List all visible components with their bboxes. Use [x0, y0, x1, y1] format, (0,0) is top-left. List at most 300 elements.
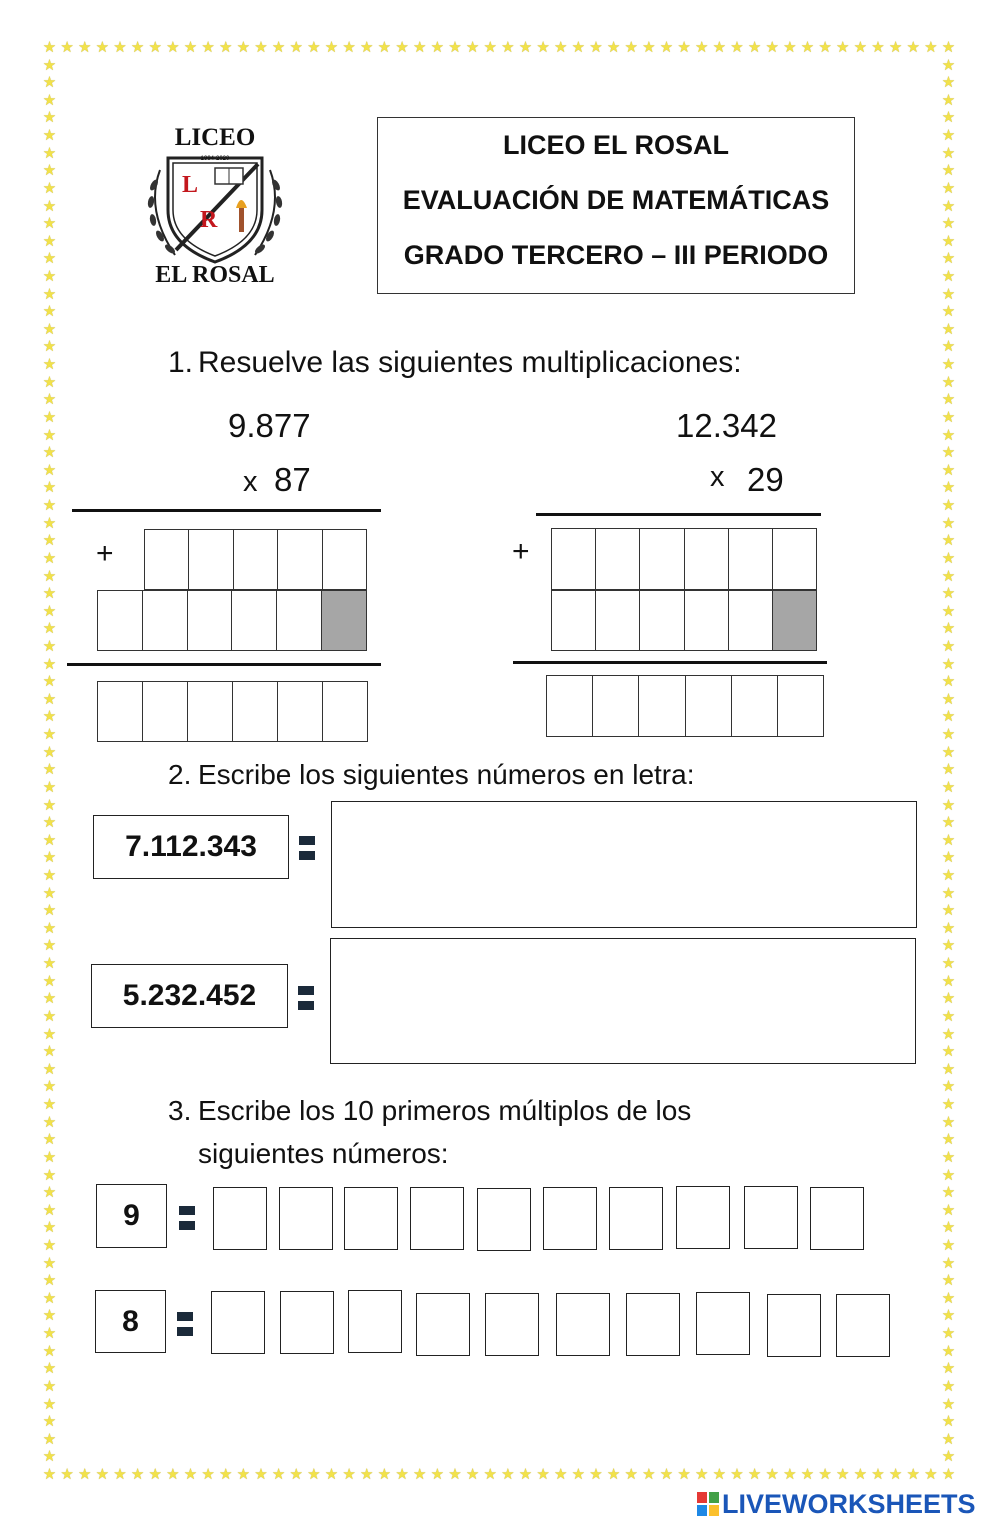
- star-icon: ★: [42, 1272, 57, 1290]
- star-icon: ★: [42, 990, 57, 1008]
- star-icon: ★: [42, 1184, 57, 1202]
- star-icon: ★: [307, 1466, 321, 1483]
- star-icon: ★: [42, 144, 57, 162]
- star-icon: ★: [324, 1466, 339, 1483]
- star-icon: ★: [42, 1007, 57, 1025]
- star-icon: ★: [183, 39, 198, 56]
- digit-cell[interactable]: [97, 590, 143, 651]
- star-icon: ★: [42, 197, 57, 215]
- star-icon: ★: [941, 1448, 956, 1466]
- star-icon: ★: [271, 39, 286, 56]
- star-icon: ★: [941, 1184, 956, 1202]
- star-icon: ★: [765, 1466, 779, 1483]
- star-icon: ★: [448, 39, 462, 56]
- liveworksheets-logo[interactable]: [697, 1488, 976, 1520]
- star-icon: ★: [501, 39, 515, 56]
- star-icon: ★: [906, 39, 920, 56]
- equals-icon: [177, 1312, 193, 1336]
- star-icon: ★: [941, 1166, 956, 1184]
- problem-a-rule-top: [72, 509, 381, 512]
- star-icon: ★: [342, 1466, 356, 1483]
- star-icon: ★: [941, 902, 956, 920]
- q2-text: Escribe los siguientes números en letra:: [198, 759, 695, 790]
- star-icon: ★: [42, 1148, 57, 1166]
- liveworksheets-brand-text: LIVEWORKSHEETS: [722, 1488, 976, 1519]
- digit-cell[interactable]: [639, 528, 684, 590]
- star-icon: ★: [571, 1466, 586, 1483]
- multiple-answer-box[interactable]: [485, 1293, 539, 1356]
- star-icon: ★: [95, 1466, 110, 1483]
- star-icon: ★: [941, 1201, 956, 1219]
- star-icon: ★: [941, 1272, 956, 1290]
- star-icon: ★: [836, 1466, 850, 1483]
- star-icon: ★: [42, 637, 57, 655]
- star-icon: ★: [465, 39, 480, 56]
- multiple-answer-box[interactable]: [836, 1294, 890, 1357]
- digit-cell[interactable]: [277, 681, 323, 742]
- star-icon: ★: [941, 831, 956, 849]
- star-icon: ★: [166, 39, 180, 56]
- star-icon: ★: [430, 39, 445, 56]
- header-grade: GRADO TERCERO – III PERIODO: [403, 240, 829, 270]
- star-icon: ★: [941, 532, 956, 550]
- digit-cell[interactable]: [187, 590, 233, 651]
- star-icon: ★: [941, 162, 956, 180]
- star-icon: ★: [941, 444, 956, 462]
- star-icon: ★: [324, 39, 339, 56]
- star-icon: ★: [42, 1043, 57, 1061]
- star-icon: ★: [818, 39, 832, 56]
- problem-a-multiplier: 87: [274, 461, 311, 498]
- star-icon: ★: [42, 303, 57, 321]
- star-icon: ★: [42, 1413, 57, 1431]
- star-icon: ★: [42, 109, 57, 127]
- star-icon: ★: [42, 91, 57, 109]
- star-icon: ★: [448, 1466, 462, 1483]
- star-icon: ★: [42, 1377, 57, 1395]
- star-icon: ★: [941, 814, 956, 832]
- star-icon: ★: [941, 937, 956, 955]
- digit-cell[interactable]: [731, 675, 778, 737]
- star-icon: ★: [307, 39, 321, 56]
- digit-cell[interactable]: [546, 675, 593, 737]
- star-icon: ★: [642, 39, 656, 56]
- star-icon: ★: [624, 1466, 638, 1483]
- star-icon: ★: [589, 1466, 603, 1483]
- star-icon: ★: [60, 39, 74, 56]
- star-icon: ★: [42, 726, 57, 744]
- digit-cell[interactable]: [777, 675, 824, 737]
- star-icon: ★: [42, 1254, 57, 1272]
- q1-number: 1.: [168, 346, 194, 379]
- star-icon: ★: [941, 1043, 956, 1061]
- star-icon: ★: [465, 1466, 480, 1483]
- header-subject: EVALUACIÓN DE MATEMÁTICAS: [402, 185, 830, 215]
- star-icon: ★: [941, 39, 956, 56]
- star-icon: ★: [430, 1466, 445, 1483]
- logo-letter-l: L: [182, 172, 199, 198]
- star-icon: ★: [42, 56, 57, 74]
- digit-cell[interactable]: [684, 590, 729, 651]
- problem-b-rule-top: [536, 513, 821, 516]
- star-icon: ★: [747, 1466, 762, 1483]
- digit-cell[interactable]: [595, 528, 640, 590]
- digit-cell[interactable]: [322, 681, 368, 742]
- star-icon: ★: [941, 179, 956, 197]
- equals-icon: [298, 986, 314, 1010]
- q3-number-box-2: 8: [95, 1290, 166, 1353]
- star-icon: ★: [941, 514, 956, 532]
- star-icon: ★: [941, 91, 956, 109]
- star-icon: ★: [941, 303, 956, 321]
- star-icon: ★: [924, 39, 938, 56]
- star-icon: ★: [42, 1289, 57, 1307]
- star-icon: ★: [941, 408, 956, 426]
- q3-number: 3.: [168, 1095, 192, 1126]
- star-icon: ★: [941, 1078, 956, 1096]
- star-icon: ★: [271, 1466, 286, 1483]
- star-icon: ★: [42, 690, 57, 708]
- star-icon: ★: [42, 1430, 57, 1448]
- digit-cell[interactable]: [144, 529, 189, 590]
- star-icon: ★: [60, 1466, 74, 1483]
- star-icon: ★: [659, 39, 674, 56]
- problem-a-plus: +: [96, 537, 114, 570]
- multiple-answer-box[interactable]: [744, 1186, 798, 1249]
- star-icon: ★: [42, 444, 57, 462]
- logo-letter-r: R: [200, 207, 218, 233]
- multiple-answer-box[interactable]: [280, 1291, 334, 1354]
- q2-answer-field-1[interactable]: [331, 801, 917, 928]
- star-icon: ★: [130, 39, 145, 56]
- star-icon: ★: [941, 919, 956, 937]
- star-icon: ★: [941, 849, 956, 867]
- star-icon: ★: [518, 1466, 533, 1483]
- logo-bottom-text: EL ROSAL: [155, 262, 275, 288]
- star-icon: ★: [113, 1466, 127, 1483]
- digit-cell[interactable]: [232, 681, 278, 742]
- star-icon: ★: [941, 1131, 956, 1149]
- star-icon: ★: [42, 426, 57, 444]
- star-icon: ★: [941, 567, 956, 585]
- star-icon: ★: [941, 109, 956, 127]
- star-icon: ★: [571, 39, 586, 56]
- star-icon: ★: [42, 497, 57, 515]
- star-icon: ★: [941, 990, 956, 1008]
- star-icon: ★: [941, 391, 956, 409]
- star-icon: ★: [148, 1466, 162, 1483]
- star-icon: ★: [624, 39, 638, 56]
- star-icon: ★: [941, 743, 956, 761]
- star-icon: ★: [395, 39, 409, 56]
- digit-cell[interactable]: [142, 590, 188, 651]
- star-icon: ★: [677, 39, 691, 56]
- star-icon: ★: [166, 1466, 180, 1483]
- multiple-answer-box[interactable]: [348, 1290, 402, 1353]
- star-icon: ★: [941, 56, 956, 74]
- star-icon: ★: [236, 39, 251, 56]
- star-icon: ★: [42, 778, 57, 796]
- star-icon: ★: [518, 39, 533, 56]
- multiple-answer-box[interactable]: [810, 1187, 864, 1250]
- star-icon: ★: [941, 1360, 956, 1378]
- star-icon: ★: [42, 127, 57, 145]
- star-icon: ★: [42, 320, 57, 338]
- star-icon: ★: [377, 1466, 392, 1483]
- digit-cell: [321, 590, 367, 651]
- digit-cell[interactable]: [188, 529, 233, 590]
- digit-cell[interactable]: [322, 529, 367, 590]
- star-icon: ★: [42, 831, 57, 849]
- star-icon: ★: [941, 1025, 956, 1043]
- star-icon: ★: [888, 1466, 903, 1483]
- star-icon: ★: [941, 778, 956, 796]
- star-icon: ★: [941, 356, 956, 374]
- star-icon: ★: [42, 602, 57, 620]
- digit-cell[interactable]: [233, 529, 278, 590]
- digit-cell[interactable]: [187, 681, 233, 742]
- digit-cell[interactable]: [685, 675, 732, 737]
- star-icon: ★: [42, 1360, 57, 1378]
- star-icon: ★: [712, 1466, 727, 1483]
- star-icon: ★: [42, 1342, 57, 1360]
- star-icon: ★: [42, 620, 57, 638]
- digit-cell[interactable]: [551, 590, 596, 651]
- star-icon: ★: [941, 250, 956, 268]
- star-icon: ★: [219, 39, 233, 56]
- star-icon: ★: [42, 215, 57, 233]
- logo-top-text: LICEO: [174, 124, 256, 151]
- star-icon: ★: [941, 1219, 956, 1237]
- star-icon: ★: [730, 1466, 744, 1483]
- star-icon: ★: [836, 39, 850, 56]
- star-icon: ★: [78, 39, 92, 56]
- q2-number: 2.: [168, 759, 192, 790]
- star-icon: ★: [941, 461, 956, 479]
- star-icon: ★: [941, 1342, 956, 1360]
- star-icon: ★: [941, 1430, 956, 1448]
- star-icon: ★: [941, 1395, 956, 1413]
- star-icon: ★: [42, 338, 57, 356]
- star-icon: ★: [941, 1325, 956, 1343]
- star-icon: ★: [589, 39, 603, 56]
- digit-cell[interactable]: [639, 590, 684, 651]
- star-icon: ★: [42, 373, 57, 391]
- star-icon: ★: [483, 39, 497, 56]
- header-box: [377, 117, 855, 294]
- star-icon: ★: [730, 39, 744, 56]
- star-icon: ★: [941, 708, 956, 726]
- star-icon: ★: [219, 1466, 233, 1483]
- star-icon: ★: [42, 937, 57, 955]
- star-icon: ★: [941, 1307, 956, 1325]
- star-icon: ★: [606, 39, 621, 56]
- multiple-answer-box[interactable]: [211, 1291, 265, 1354]
- multiple-answer-box[interactable]: [696, 1292, 750, 1355]
- star-icon: ★: [42, 1201, 57, 1219]
- star-icon: ★: [536, 1466, 550, 1483]
- star-icon: ★: [42, 761, 57, 779]
- star-icon: ★: [95, 39, 110, 56]
- star-icon: ★: [254, 1466, 268, 1483]
- star-icon: ★: [941, 215, 956, 233]
- star-icon: ★: [553, 1466, 568, 1483]
- star-icon: ★: [941, 373, 956, 391]
- multiple-answer-box[interactable]: [676, 1186, 730, 1249]
- star-icon: ★: [42, 461, 57, 479]
- star-icon: ★: [853, 1466, 868, 1483]
- star-icon: ★: [42, 74, 57, 92]
- digit-cell[interactable]: [595, 590, 640, 651]
- star-icon: ★: [42, 919, 57, 937]
- multiple-answer-box[interactable]: [609, 1187, 663, 1250]
- star-icon: ★: [941, 479, 956, 497]
- star-icon: ★: [941, 1096, 956, 1114]
- star-icon: ★: [941, 1007, 956, 1025]
- star-icon: ★: [342, 39, 356, 56]
- star-icon: ★: [412, 39, 427, 56]
- star-icon: ★: [606, 1466, 621, 1483]
- star-icon: ★: [941, 602, 956, 620]
- star-icon: ★: [677, 1466, 691, 1483]
- star-icon: ★: [941, 144, 956, 162]
- star-icon: ★: [941, 655, 956, 673]
- star-icon: ★: [42, 849, 57, 867]
- star-icon: ★: [42, 1113, 57, 1131]
- star-icon: ★: [360, 39, 374, 56]
- star-icon: ★: [941, 197, 956, 215]
- q3-text-line-2: siguientes números:: [198, 1138, 449, 1169]
- star-icon: ★: [42, 391, 57, 409]
- star-icon: ★: [941, 338, 956, 356]
- digit-cell[interactable]: [772, 528, 817, 590]
- star-icon: ★: [42, 814, 57, 832]
- digit-cell[interactable]: [638, 675, 685, 737]
- star-icon: ★: [941, 549, 956, 567]
- multiple-answer-box[interactable]: [410, 1187, 464, 1250]
- star-icon: ★: [747, 39, 762, 56]
- star-icon: ★: [941, 761, 956, 779]
- star-icon: ★: [130, 1466, 145, 1483]
- star-icon: ★: [712, 39, 727, 56]
- multiple-answer-box[interactable]: [556, 1293, 610, 1356]
- star-icon: ★: [941, 285, 956, 303]
- digit-cell[interactable]: [97, 681, 143, 742]
- star-icon: ★: [783, 39, 797, 56]
- star-icon: ★: [42, 1166, 57, 1184]
- star-icon: ★: [941, 1289, 956, 1307]
- digit-cell[interactable]: [728, 590, 773, 651]
- problem-b-rule-bottom: [513, 661, 827, 664]
- star-icon: ★: [42, 1466, 57, 1483]
- q2-number-box-1: 7.112.343: [93, 815, 289, 879]
- star-icon: ★: [42, 549, 57, 567]
- digit-cell[interactable]: [231, 590, 277, 651]
- digit-cell[interactable]: [551, 528, 596, 590]
- star-icon: ★: [42, 39, 57, 56]
- star-icon: ★: [941, 426, 956, 444]
- star-icon: ★: [183, 1466, 198, 1483]
- multiple-answer-box[interactable]: [543, 1187, 597, 1250]
- star-icon: ★: [42, 972, 57, 990]
- star-icon: ★: [871, 1466, 885, 1483]
- star-icon: ★: [501, 1466, 515, 1483]
- star-icon: ★: [395, 1466, 409, 1483]
- star-icon: ★: [42, 250, 57, 268]
- digit-cell[interactable]: [728, 528, 773, 590]
- star-icon: ★: [289, 1466, 303, 1483]
- star-icon: ★: [42, 1219, 57, 1237]
- star-icon: ★: [941, 1466, 956, 1483]
- star-icon: ★: [553, 39, 568, 56]
- multiple-answer-box[interactable]: [344, 1187, 398, 1250]
- digit-cell[interactable]: [684, 528, 729, 590]
- star-icon: ★: [360, 1466, 374, 1483]
- problem-b-times: x: [710, 461, 725, 493]
- star-icon: ★: [289, 39, 303, 56]
- multiple-answer-box[interactable]: [416, 1293, 470, 1356]
- star-icon: ★: [42, 1448, 57, 1466]
- star-icon: ★: [42, 955, 57, 973]
- star-icon: ★: [941, 1254, 956, 1272]
- star-icon: ★: [941, 1377, 956, 1395]
- star-icon: ★: [42, 356, 57, 374]
- digit-cell[interactable]: [277, 529, 322, 590]
- multiple-answer-box[interactable]: [279, 1187, 333, 1250]
- star-icon: ★: [941, 726, 956, 744]
- star-icon: ★: [941, 497, 956, 515]
- star-icon: ★: [941, 232, 956, 250]
- star-icon: ★: [941, 1060, 956, 1078]
- star-icon: ★: [941, 320, 956, 338]
- star-icon: ★: [941, 796, 956, 814]
- star-icon: ★: [694, 39, 709, 56]
- star-icon: ★: [941, 884, 956, 902]
- star-icon: ★: [42, 708, 57, 726]
- q3-text-line-1: Escribe los 10 primeros múltiplos de los: [198, 1095, 692, 1126]
- multiple-answer-box[interactable]: [213, 1187, 267, 1250]
- equals-icon: [299, 836, 315, 860]
- star-icon: ★: [42, 532, 57, 550]
- star-icon: ★: [888, 39, 903, 56]
- star-icon: ★: [941, 867, 956, 884]
- star-icon: ★: [941, 268, 956, 286]
- star-icon: ★: [642, 1466, 656, 1483]
- star-icon: ★: [941, 1413, 956, 1431]
- star-icon: ★: [42, 179, 57, 197]
- star-icon: ★: [42, 567, 57, 585]
- digit-cell[interactable]: [142, 681, 188, 742]
- q2-answer-field-2[interactable]: [330, 938, 916, 1064]
- star-icon: ★: [42, 232, 57, 250]
- star-icon: ★: [42, 902, 57, 920]
- multiple-answer-box[interactable]: [626, 1293, 680, 1356]
- star-icon: ★: [941, 972, 956, 990]
- multiple-answer-box[interactable]: [767, 1294, 821, 1357]
- star-icon: ★: [941, 74, 956, 92]
- star-icon: ★: [42, 673, 57, 691]
- star-icon: ★: [871, 39, 885, 56]
- problem-a-times: x: [243, 466, 258, 498]
- multiple-answer-box[interactable]: [477, 1188, 531, 1251]
- digit-cell[interactable]: [592, 675, 639, 737]
- star-icon: ★: [42, 1131, 57, 1149]
- problem-a-rule-bottom: [67, 663, 381, 666]
- star-icon: ★: [42, 285, 57, 303]
- digit-cell[interactable]: [276, 590, 322, 651]
- star-icon: ★: [42, 743, 57, 761]
- star-icon: ★: [941, 1113, 956, 1131]
